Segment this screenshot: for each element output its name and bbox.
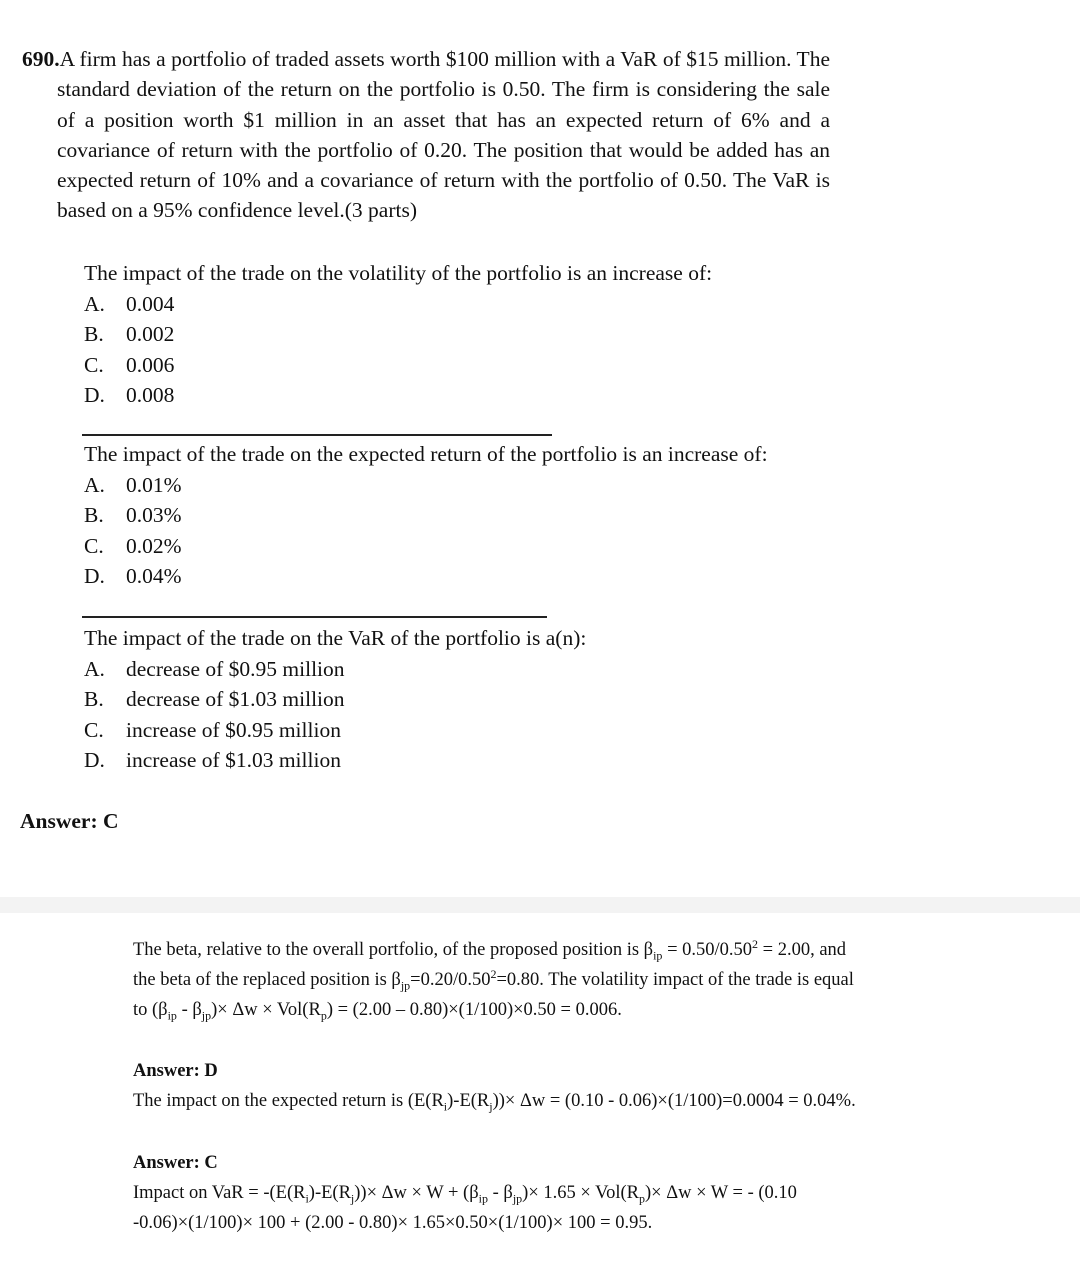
option-c[interactable]: C. increase of $0.95 million	[84, 717, 341, 742]
question-part-2	[84, 439, 768, 592]
part-2-stem: The impact of the trade on the expected return of the portfolio is an increase of:	[84, 442, 768, 466]
answer-label: Answer: D	[133, 1061, 218, 1081]
question-text	[22, 44, 830, 226]
explanation-line: Impact on VaR = $-(E(R_i)-E(R_j))\times \Delta w \times W + (\beta_{ip} - \beta_{jp})\times 1.65 \times Vol(R_p)\times \Delta w \times W$ = - (0.10	[133, 1183, 797, 1206]
explanation-line: The impact on the expected return is $(E(R_i)-E(R_j))\times \Delta w = (0.10 - 0.06)\times(1/100)=0.0004 = 0.04\%$.	[133, 1091, 856, 1114]
option-b[interactable]: B. decrease of $1.03 million	[84, 687, 345, 711]
part-1-stem: The impact of the trade on the volatility of the portfolio is an increase of:	[84, 261, 713, 285]
option-a[interactable]: A. decrease of $0.95 million	[84, 656, 345, 681]
part-3-stem: The impact of the trade on the VaR of the portfolio is a(n):	[84, 626, 587, 650]
explanation-line: to $(\beta_{ip} - \beta_{jp})\times \Delta w \times Vol(R_p) = (2.00 - 0.80)\times(1/100)\times 0.50 = 0.006$.	[133, 1000, 622, 1023]
question-part-3	[84, 623, 586, 776]
separator-line	[82, 616, 547, 618]
explanation-volatility	[133, 935, 943, 1025]
question-body	[22, 44, 830, 226]
option-d[interactable]: D. 0.008	[84, 383, 175, 407]
question-paragraph: A firm has a portfolio of traded assets worth $100 million with a VaR of $15 million. The standard deviation of the return on the portfolio is 0.50. The firm is considering the sale of a position worth $1 million in an asset that has an expected return of 6% and a covariance of return with the portfolio of 0.20. The position that would be added has an expected return of 10% and a covariance of return with the portfolio of 0.50. The VaR is based on a 95% confidence level.(3 parts)	[57, 47, 830, 223]
answer-label: Answer: C	[133, 1153, 218, 1173]
explanation-line: -0.06)×(1/100)× 100 + (2.00 - 0.80)× 1.65×0.50×(1/100)× 100 = 0.95.	[133, 1213, 653, 1233]
answer-label: Answer: C	[20, 809, 119, 833]
question-part-1	[84, 258, 712, 411]
explanation-line: The beta, relative to the overall portfolio, of the proposed position is $\beta_{ip} = 0.50/0.50^2 = 2.00$, and	[133, 936, 847, 963]
option-d[interactable]: D. increase of $1.03 million	[84, 748, 341, 772]
page-divider	[0, 897, 1080, 913]
option-a[interactable]: A. 0.004	[84, 291, 175, 316]
option-b[interactable]: B. 0.002	[84, 322, 175, 346]
explanation-var	[133, 1148, 943, 1238]
separator-line	[82, 434, 552, 436]
option-a[interactable]: A. 0.01%	[84, 472, 182, 497]
option-c[interactable]: C. 0.02%	[84, 533, 182, 558]
option-c[interactable]: C. 0.006	[84, 352, 175, 377]
option-b[interactable]: B. 0.03%	[84, 503, 182, 527]
question-number: 690.	[22, 47, 60, 71]
option-d[interactable]: D. 0.04%	[84, 564, 182, 588]
explanation-expected-return	[133, 1056, 943, 1116]
explanation-line: the beta of the replaced position is $\beta_{jp}=0.20/0.50^2=0.80$. The volatility impact of the trade is equal	[133, 966, 854, 993]
